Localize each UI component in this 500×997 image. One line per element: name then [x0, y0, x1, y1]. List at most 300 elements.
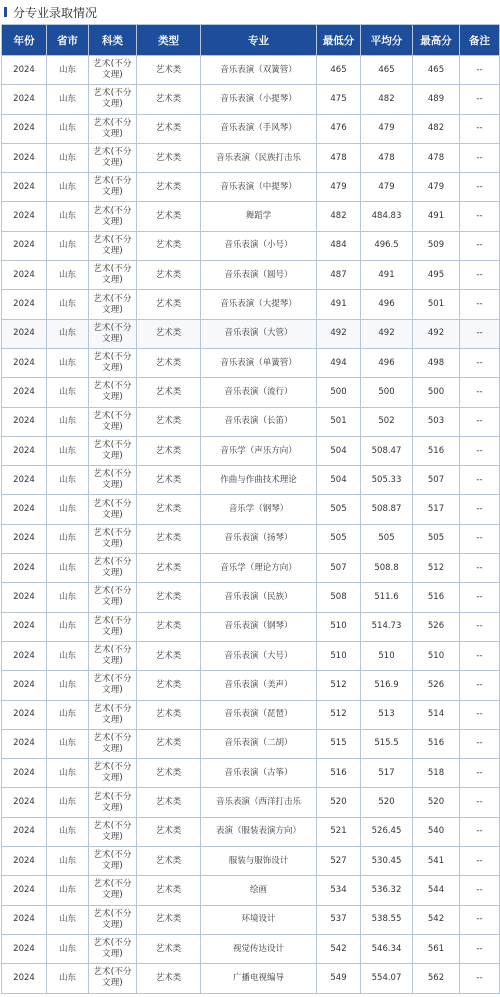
cell-avg-score: 511.6 — [361, 583, 413, 612]
cell-max-score: 491 — [413, 202, 460, 231]
cell-major: 音乐表演（古筝） — [201, 759, 317, 788]
header-subject: 科类 — [89, 25, 137, 56]
table-row — [2, 143, 500, 172]
cell-avg-score: 505 — [361, 524, 413, 553]
table-row — [2, 641, 500, 670]
cell-avg-score: 500 — [361, 378, 413, 407]
cell-min-score: 504 — [317, 436, 361, 465]
cell-max-score: 495 — [413, 261, 460, 290]
cell-min-score: 479 — [317, 173, 361, 202]
cell-province: 山东 — [47, 231, 89, 260]
cell-year: 2024 — [2, 495, 47, 524]
cell-major: 音乐表演（钢琴） — [201, 612, 317, 641]
cell-type: 艺术类 — [137, 583, 201, 612]
cell-major: 音乐学（钢琴） — [201, 495, 317, 524]
cell-note: -- — [460, 290, 500, 319]
cell-major: 音乐学（理论方向） — [201, 554, 317, 583]
cell-max-score: 492 — [413, 319, 460, 348]
cell-avg-score: 478 — [361, 143, 413, 172]
cell-province: 山东 — [47, 202, 89, 231]
cell-avg-score: 520 — [361, 788, 413, 817]
cell-year: 2024 — [2, 847, 47, 876]
cell-note: -- — [460, 554, 500, 583]
cell-province: 山东 — [47, 905, 89, 934]
cell-type: 艺术类 — [137, 612, 201, 641]
cell-major: 音乐表演（大号） — [201, 641, 317, 670]
cell-min-score: 516 — [317, 759, 361, 788]
table-row — [2, 261, 500, 290]
cell-min-score: 510 — [317, 612, 361, 641]
cell-type: 艺术类 — [137, 964, 201, 993]
cell-province: 山东 — [47, 173, 89, 202]
cell-avg-score: 508.8 — [361, 554, 413, 583]
cell-min-score: 512 — [317, 671, 361, 700]
cell-subject: 艺术(不分文理) — [89, 173, 137, 202]
cell-year: 2024 — [2, 56, 47, 85]
cell-min-score: 512 — [317, 700, 361, 729]
cell-type: 艺术类 — [137, 554, 201, 583]
cell-subject: 艺术(不分文理) — [89, 554, 137, 583]
cell-type: 艺术类 — [137, 231, 201, 260]
cell-type: 艺术类 — [137, 436, 201, 465]
cell-avg-score: 530.45 — [361, 847, 413, 876]
cell-avg-score: 502 — [361, 407, 413, 436]
cell-avg-score: 508.87 — [361, 495, 413, 524]
cell-province: 山东 — [47, 612, 89, 641]
cell-province: 山东 — [47, 436, 89, 465]
cell-subject: 艺术(不分文理) — [89, 612, 137, 641]
section-marker — [4, 7, 7, 17]
cell-min-score: 534 — [317, 876, 361, 905]
cell-note: -- — [460, 964, 500, 993]
cell-type: 艺术类 — [137, 114, 201, 143]
section-header — [0, 0, 500, 24]
cell-major: 音乐表演（大管） — [201, 319, 317, 348]
table-row — [2, 964, 500, 993]
cell-major: 音乐表演（中提琴） — [201, 173, 317, 202]
cell-max-score: 503 — [413, 407, 460, 436]
table-row — [2, 847, 500, 876]
cell-year: 2024 — [2, 466, 47, 495]
cell-type: 艺术类 — [137, 641, 201, 670]
cell-year: 2024 — [2, 378, 47, 407]
cell-max-score: 505 — [413, 524, 460, 553]
cell-year: 2024 — [2, 934, 47, 963]
table-row — [2, 173, 500, 202]
cell-year: 2024 — [2, 143, 47, 172]
cell-province: 山东 — [47, 348, 89, 377]
cell-major: 音乐表演（扬琴） — [201, 524, 317, 553]
cell-type: 艺术类 — [137, 378, 201, 407]
cell-type: 艺术类 — [137, 671, 201, 700]
table-row — [2, 700, 500, 729]
cell-min-score: 484 — [317, 231, 361, 260]
cell-avg-score: 508.47 — [361, 436, 413, 465]
cell-subject: 艺术(不分文理) — [89, 231, 137, 260]
cell-min-score: 527 — [317, 847, 361, 876]
table-row — [2, 231, 500, 260]
cell-note: -- — [460, 436, 500, 465]
cell-min-score: 510 — [317, 641, 361, 670]
table-row — [2, 202, 500, 231]
cell-year: 2024 — [2, 202, 47, 231]
cell-max-score: 516 — [413, 583, 460, 612]
table-row — [2, 554, 500, 583]
table-row — [2, 583, 500, 612]
cell-note: -- — [460, 847, 500, 876]
cell-province: 山东 — [47, 583, 89, 612]
cell-avg-score: 479 — [361, 173, 413, 202]
cell-province: 山东 — [47, 847, 89, 876]
cell-avg-score: 496.5 — [361, 231, 413, 260]
cell-subject: 艺术(不分文理) — [89, 85, 137, 114]
cell-min-score: 542 — [317, 934, 361, 963]
cell-avg-score: 516.9 — [361, 671, 413, 700]
cell-avg-score: 491 — [361, 261, 413, 290]
table-row — [2, 319, 500, 348]
cell-subject: 艺术(不分文理) — [89, 671, 137, 700]
cell-subject: 艺术(不分文理) — [89, 319, 137, 348]
cell-year: 2024 — [2, 612, 47, 641]
cell-max-score: 482 — [413, 114, 460, 143]
cell-province: 山东 — [47, 554, 89, 583]
cell-note: -- — [460, 495, 500, 524]
cell-note: -- — [460, 231, 500, 260]
header-min-score: 最低分 — [317, 25, 361, 56]
cell-subject: 艺术(不分文理) — [89, 905, 137, 934]
cell-max-score: 516 — [413, 729, 460, 758]
cell-subject: 艺术(不分文理) — [89, 788, 137, 817]
cell-province: 山东 — [47, 876, 89, 905]
cell-year: 2024 — [2, 407, 47, 436]
cell-max-score: 501 — [413, 290, 460, 319]
cell-province: 山东 — [47, 817, 89, 846]
cell-min-score: 508 — [317, 583, 361, 612]
cell-note: -- — [460, 466, 500, 495]
cell-note: -- — [460, 173, 500, 202]
cell-avg-score: 465 — [361, 56, 413, 85]
cell-note: -- — [460, 641, 500, 670]
cell-major: 作曲与作曲技术理论 — [201, 466, 317, 495]
header-max-score: 最高分 — [413, 25, 460, 56]
cell-avg-score: 505.33 — [361, 466, 413, 495]
cell-min-score: 549 — [317, 964, 361, 993]
cell-min-score: 478 — [317, 143, 361, 172]
cell-avg-score: 492 — [361, 319, 413, 348]
cell-year: 2024 — [2, 964, 47, 993]
header-note: 备注 — [460, 25, 500, 56]
cell-major: 音乐表演（琵琶） — [201, 700, 317, 729]
cell-note: -- — [460, 524, 500, 553]
section-title: 分专业录取情况 — [13, 5, 98, 20]
cell-max-score: 479 — [413, 173, 460, 202]
table-row — [2, 56, 500, 85]
cell-avg-score: 510 — [361, 641, 413, 670]
cell-max-score: 526 — [413, 612, 460, 641]
cell-subject: 艺术(不分文理) — [89, 641, 137, 670]
cell-year: 2024 — [2, 876, 47, 905]
cell-note: -- — [460, 202, 500, 231]
cell-major: 音乐表演（美声） — [201, 671, 317, 700]
cell-province: 山东 — [47, 143, 89, 172]
cell-province: 山东 — [47, 319, 89, 348]
cell-province: 山东 — [47, 114, 89, 143]
cell-max-score: 510 — [413, 641, 460, 670]
table-row — [2, 85, 500, 114]
cell-year: 2024 — [2, 85, 47, 114]
cell-min-score: 491 — [317, 290, 361, 319]
cell-subject: 艺术(不分文理) — [89, 114, 137, 143]
cell-major: 音乐表演（大提琴） — [201, 290, 317, 319]
cell-type: 艺术类 — [137, 290, 201, 319]
cell-note: -- — [460, 261, 500, 290]
cell-province: 山东 — [47, 671, 89, 700]
cell-year: 2024 — [2, 524, 47, 553]
table-body — [2, 56, 500, 994]
cell-type: 艺术类 — [137, 729, 201, 758]
cell-min-score: 537 — [317, 905, 361, 934]
cell-type: 艺术类 — [137, 143, 201, 172]
cell-type: 艺术类 — [137, 524, 201, 553]
cell-subject: 艺术(不分文理) — [89, 729, 137, 758]
cell-min-score: 504 — [317, 466, 361, 495]
cell-type: 艺术类 — [137, 348, 201, 377]
cell-subject: 艺术(不分文理) — [89, 202, 137, 231]
cell-note: -- — [460, 700, 500, 729]
cell-subject: 艺术(不分文理) — [89, 759, 137, 788]
cell-subject: 艺术(不分文理) — [89, 847, 137, 876]
cell-note: -- — [460, 56, 500, 85]
cell-year: 2024 — [2, 905, 47, 934]
cell-avg-score: 546.34 — [361, 934, 413, 963]
cell-type: 艺术类 — [137, 56, 201, 85]
admissions-table — [1, 24, 500, 994]
cell-min-score: 505 — [317, 524, 361, 553]
cell-major: 音乐表演（单簧管） — [201, 348, 317, 377]
cell-major: 音乐表演（西洋打击乐 — [201, 788, 317, 817]
cell-year: 2024 — [2, 114, 47, 143]
table-row — [2, 348, 500, 377]
header-type: 类型 — [137, 25, 201, 56]
cell-type: 艺术类 — [137, 319, 201, 348]
cell-type: 艺术类 — [137, 173, 201, 202]
cell-min-score: 475 — [317, 85, 361, 114]
cell-type: 艺术类 — [137, 847, 201, 876]
cell-max-score: 544 — [413, 876, 460, 905]
cell-max-score: 517 — [413, 495, 460, 524]
cell-year: 2024 — [2, 671, 47, 700]
cell-major: 音乐表演（手风琴） — [201, 114, 317, 143]
cell-province: 山东 — [47, 85, 89, 114]
cell-avg-score: 554.07 — [361, 964, 413, 993]
table-row — [2, 788, 500, 817]
cell-year: 2024 — [2, 554, 47, 583]
table-row — [2, 671, 500, 700]
cell-subject: 艺术(不分文理) — [89, 143, 137, 172]
cell-avg-score: 536.32 — [361, 876, 413, 905]
cell-max-score: 509 — [413, 231, 460, 260]
cell-max-score: 489 — [413, 85, 460, 114]
cell-year: 2024 — [2, 641, 47, 670]
cell-province: 山东 — [47, 524, 89, 553]
table-row — [2, 759, 500, 788]
cell-subject: 艺术(不分文理) — [89, 348, 137, 377]
cell-year: 2024 — [2, 759, 47, 788]
cell-note: -- — [460, 905, 500, 934]
cell-province: 山东 — [47, 290, 89, 319]
cell-avg-score: 514.73 — [361, 612, 413, 641]
cell-subject: 艺术(不分文理) — [89, 378, 137, 407]
cell-max-score: 478 — [413, 143, 460, 172]
cell-major: 音乐表演（小提琴） — [201, 85, 317, 114]
cell-type: 艺术类 — [137, 202, 201, 231]
cell-year: 2024 — [2, 173, 47, 202]
cell-major: 音乐表演（民族打击乐 — [201, 143, 317, 172]
cell-max-score: 498 — [413, 348, 460, 377]
cell-type: 艺术类 — [137, 759, 201, 788]
cell-major: 音乐表演（流行） — [201, 378, 317, 407]
cell-major: 音乐表演（圆号） — [201, 261, 317, 290]
cell-min-score: 507 — [317, 554, 361, 583]
cell-type: 艺术类 — [137, 905, 201, 934]
cell-avg-score: 515.5 — [361, 729, 413, 758]
cell-province: 山东 — [47, 56, 89, 85]
cell-type: 艺术类 — [137, 85, 201, 114]
table-row — [2, 612, 500, 641]
cell-subject: 艺术(不分文理) — [89, 407, 137, 436]
cell-major: 舞蹈学 — [201, 202, 317, 231]
cell-avg-score: 538.55 — [361, 905, 413, 934]
cell-major: 环境设计 — [201, 905, 317, 934]
cell-max-score: 562 — [413, 964, 460, 993]
cell-year: 2024 — [2, 231, 47, 260]
cell-min-score: 494 — [317, 348, 361, 377]
cell-max-score: 514 — [413, 700, 460, 729]
cell-note: -- — [460, 85, 500, 114]
cell-year: 2024 — [2, 788, 47, 817]
table-row — [2, 495, 500, 524]
cell-major: 视觉传达设计 — [201, 934, 317, 963]
table-row — [2, 466, 500, 495]
cell-type: 艺术类 — [137, 934, 201, 963]
table-row — [2, 378, 500, 407]
cell-note: -- — [460, 348, 500, 377]
cell-major: 音乐表演（二胡） — [201, 729, 317, 758]
cell-subject: 艺术(不分文理) — [89, 934, 137, 963]
cell-note: -- — [460, 934, 500, 963]
cell-major: 音乐表演（长笛） — [201, 407, 317, 436]
table-row — [2, 729, 500, 758]
cell-max-score: 520 — [413, 788, 460, 817]
cell-note: -- — [460, 114, 500, 143]
cell-note: -- — [460, 729, 500, 758]
cell-min-score: 505 — [317, 495, 361, 524]
cell-max-score: 526 — [413, 671, 460, 700]
cell-note: -- — [460, 876, 500, 905]
cell-min-score: 515 — [317, 729, 361, 758]
cell-year: 2024 — [2, 729, 47, 758]
cell-province: 山东 — [47, 466, 89, 495]
cell-type: 艺术类 — [137, 788, 201, 817]
table-row — [2, 934, 500, 963]
table-row — [2, 905, 500, 934]
cell-note: -- — [460, 319, 500, 348]
cell-province: 山东 — [47, 759, 89, 788]
cell-year: 2024 — [2, 817, 47, 846]
cell-max-score: 507 — [413, 466, 460, 495]
cell-min-score: 520 — [317, 788, 361, 817]
cell-subject: 艺术(不分文理) — [89, 700, 137, 729]
cell-note: -- — [460, 788, 500, 817]
cell-year: 2024 — [2, 700, 47, 729]
cell-province: 山东 — [47, 407, 89, 436]
cell-subject: 艺术(不分文理) — [89, 495, 137, 524]
cell-major: 表演（服装表演方向） — [201, 817, 317, 846]
cell-note: -- — [460, 759, 500, 788]
cell-avg-score: 496 — [361, 348, 413, 377]
cell-major: 音乐表演（小号） — [201, 231, 317, 260]
cell-subject: 艺术(不分文理) — [89, 817, 137, 846]
cell-year: 2024 — [2, 436, 47, 465]
cell-type: 艺术类 — [137, 876, 201, 905]
cell-max-score: 465 — [413, 56, 460, 85]
cell-min-score: 521 — [317, 817, 361, 846]
header-year: 年份 — [2, 25, 47, 56]
cell-note: -- — [460, 612, 500, 641]
cell-avg-score: 496 — [361, 290, 413, 319]
table-row — [2, 817, 500, 846]
cell-year: 2024 — [2, 290, 47, 319]
cell-min-score: 465 — [317, 56, 361, 85]
cell-subject: 艺术(不分文理) — [89, 466, 137, 495]
cell-type: 艺术类 — [137, 700, 201, 729]
cell-province: 山东 — [47, 729, 89, 758]
cell-max-score: 500 — [413, 378, 460, 407]
cell-note: -- — [460, 583, 500, 612]
cell-major: 服装与服饰设计 — [201, 847, 317, 876]
table-row — [2, 114, 500, 143]
cell-note: -- — [460, 671, 500, 700]
cell-major: 音乐表演（双簧管） — [201, 56, 317, 85]
cell-max-score: 518 — [413, 759, 460, 788]
cell-province: 山东 — [47, 495, 89, 524]
cell-province: 山东 — [47, 788, 89, 817]
cell-avg-score: 482 — [361, 85, 413, 114]
cell-type: 艺术类 — [137, 261, 201, 290]
cell-type: 艺术类 — [137, 466, 201, 495]
cell-province: 山东 — [47, 641, 89, 670]
cell-subject: 艺术(不分文理) — [89, 964, 137, 993]
cell-province: 山东 — [47, 261, 89, 290]
cell-max-score: 512 — [413, 554, 460, 583]
cell-year: 2024 — [2, 319, 47, 348]
cell-year: 2024 — [2, 583, 47, 612]
cell-subject: 艺术(不分文理) — [89, 56, 137, 85]
cell-max-score: 561 — [413, 934, 460, 963]
cell-type: 艺术类 — [137, 817, 201, 846]
table-row — [2, 436, 500, 465]
header-avg-score: 平均分 — [361, 25, 413, 56]
table-row — [2, 524, 500, 553]
cell-major: 广播电视编导 — [201, 964, 317, 993]
cell-avg-score: 484.83 — [361, 202, 413, 231]
cell-note: -- — [460, 817, 500, 846]
cell-avg-score: 526.45 — [361, 817, 413, 846]
cell-min-score: 476 — [317, 114, 361, 143]
cell-major: 绘画 — [201, 876, 317, 905]
cell-min-score: 501 — [317, 407, 361, 436]
table-row — [2, 876, 500, 905]
